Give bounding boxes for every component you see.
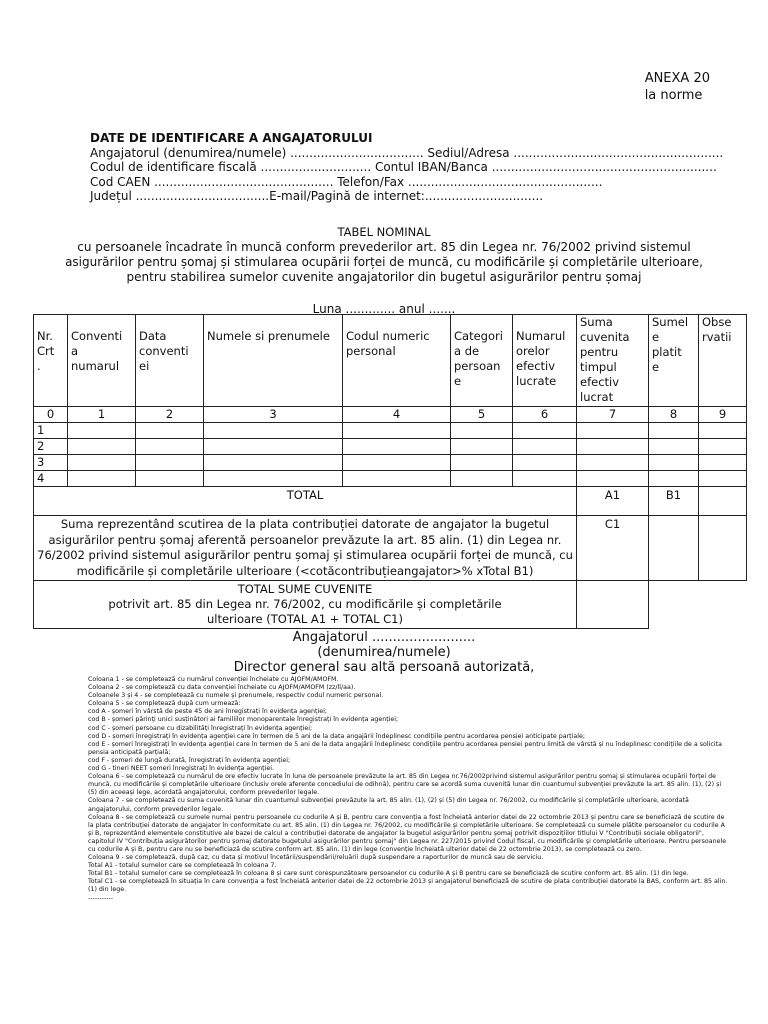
header-sumele-platite: Sumel e platit e	[649, 315, 699, 407]
note-line: cod G - tineri NEET șomeri înregistrați în evidența agenției.	[88, 765, 274, 773]
note-line: Coloana 5 - se completează după cum urmează:	[88, 700, 241, 708]
header-conventia-numarul: Conventi a numarul	[68, 315, 136, 407]
note-line: Coloana 2 - se completează cu data convenției încheiate cu AJOFM/AMOFM (zz/ll/aa).	[88, 684, 356, 692]
header-nr-crt: Nr. Crt .	[34, 315, 68, 407]
note-line: Total A1 - totalul sumelor care se completează în coloana 7.	[88, 862, 277, 870]
identification-line-county: Județul ...................................E-mail/Pagină de internet:...............................	[90, 189, 544, 204]
completion-notes	[88, 676, 728, 903]
signature-director: Director general sau altă persoană autorizată,	[233, 660, 535, 675]
row-number: 3	[34, 455, 68, 471]
note-line: Coloana 8 - se completează cu sumele numai pentru persoanele cu codurile A și B, pentru care convenția a fost încheiată anterior datei de 22 octombrie 2013 și pentru care se beneficiază de scutire de la plata contribuției datorate de angajator în conformitate cu art. 85 alin. (1) din Legea nr. 76/2002, cu modificările și completările ulterioare. Se completează cu sumele plătite persoanelor cu codurile A și B, reprezentând elementele constitutive ale bazei de calcul a contribuției datorate de angajator la bugetul asigurărilor pentru șomaj potrivit dispozițiilor titlului V "Contribuții sociale obligatorii", capitolul IV "Contribuția asigurătorilor pentru șomaj datorate bugetului asigurărilor pentru șomaj" din Legea nr. 227/2015 privind Codul fiscal, cu modificările și completările ulterioare. Pentru persoanele cu codurile A și B, pentru care nu se beneficiază de scutire conform art. 85 alin. (1) din lege (convenție încheiată ulterior datei de 22 octombrie 2013), se completează cu zero.	[88, 813, 727, 853]
note-line: Coloana 1 - se completează cu numărul convenției încheiate cu AJOFM/AMOFM.	[88, 676, 339, 683]
column-index: 1	[68, 407, 136, 423]
note-line: Coloana 6 - se completează cu numărul de ore efectiv lucrate în luna de persoanele prevăzute la art. 85 din Legea nr.76/2002privind sistemul asigurărilor pentru șomaj și stimularea ocupării forței de muncă, cu modificările și completările ulterioare (inclusiv orele aferente concediului de odihnă), pentru care se acordă suma cuvenită lunar din cuantumul subvenției prevăzute la art. 85 alin. (1), (2) și (5) din aceeași lege, acordată angajatorului, conform prevederilor legale.	[88, 773, 722, 797]
column-index: 6	[513, 407, 577, 423]
note-line: Coloana 7 - se completează cu suma cuvenită lunar din cuantumul subvenției prevăzute la art. 85 alin. (1), (2) și (5) din Legea nr. 76/2002, cu modificările și completările ulterioare, acordată angajatorului, conform prevederilor legale.	[88, 797, 689, 813]
table-subtitle-line: asigurărilor pentru șomaj și stimularea ocupării forței de muncă, cu modificările și completările ulterioare,	[65, 255, 703, 269]
header-numarul-orelor: Numarul orelor efectiv lucrate	[513, 315, 577, 407]
table-row	[34, 423, 747, 439]
scutire-text: Suma reprezentând scutirea de la plata contribuției datorate de angajator la bugetul asigurărilor pentru șomaj aferentă persoanelor prevăzute la art. 85 alin. (1) din Legea nr. 76/2002 privind sistemul asigurărilor pentru șomaj și stimularea ocupării forței de muncă, cu modificările și completările ulterioare (<cotăcontribuțieangajator>% xTotal B1)	[34, 516, 577, 581]
table-title: TABEL NOMINAL	[337, 225, 431, 239]
employer-identification	[90, 131, 723, 204]
header-nume-prenume: Numele si prenumele	[204, 315, 343, 407]
total-b1: B1	[649, 487, 699, 516]
note-line: cod B - șomeri părinți unici susținători ai familiilor monoparentale înregistrați în evidența agenției;	[88, 716, 399, 724]
column-index: 9	[699, 407, 747, 423]
signature-name-hint: (denumirea/numele)	[317, 645, 451, 660]
identification-line-fiscal: Codul de identificare fiscală ............................. Contul IBAN/Banca ...........................................................	[90, 160, 717, 175]
total-sume-line: ulterioare (TOTAL A1 + TOTAL C1)	[206, 612, 403, 626]
signature-employer: Angajatorul .........................	[292, 630, 476, 645]
note-line: cod F - șomeri de lungă durată, înregistrați în evidența agenției;	[88, 756, 291, 764]
total-sume-row	[34, 581, 747, 629]
header-suma-cuvenita: Suma cuvenita pentru timpul efectiv lucrat	[577, 315, 649, 407]
total-sume-cuvenite	[34, 581, 577, 629]
row-number: 2	[34, 439, 68, 455]
anexa-subtitle: la norme	[644, 88, 703, 103]
column-index: 3	[204, 407, 343, 423]
total-a1: A1	[577, 487, 649, 516]
identification-line-caen: Cod CAEN ............................................... Telefon/Fax ...................................................	[90, 174, 603, 189]
signature-block	[0, 630, 768, 675]
anexa-title: ANEXA 20	[644, 71, 710, 86]
identification-line-employer: Angajatorul (denumirea/numele) ................................... Sediul/Adresa .......................................................	[90, 145, 724, 160]
note-line: Coloana 9 - se completează, după caz, cu data și motivul încetării/suspendării/reluării după suspendare a raporturilor de muncă sau de serviciu.	[88, 854, 544, 862]
total-label: TOTAL	[34, 487, 577, 516]
total-row	[34, 487, 747, 516]
header-categoria: Categori a de persoan e	[451, 315, 513, 407]
table-row	[34, 455, 747, 471]
table-row	[34, 471, 747, 487]
table-row	[34, 439, 747, 455]
note-line: cod A - șomeri în vârstă de peste 45 de ani înregistrați în evidența agenției;	[88, 708, 327, 716]
column-index: 2	[136, 407, 204, 423]
anexa-header	[645, 70, 710, 104]
month-year-line: Luna ............. anul .......	[312, 302, 456, 316]
total-sume-line: potrivit art. 85 din Legea nr. 76/2002, cu modificările și completările	[108, 597, 502, 611]
column-index-row	[34, 407, 747, 423]
scutire-c1: C1	[577, 516, 649, 581]
column-index: 7	[577, 407, 649, 423]
header-cnp: Codul numeric personal	[343, 315, 451, 407]
note-line: cod E - șomeri înregistrați în evidența agenției care în termen de 5 ani de la data angajării îndeplinesc condițiile pentru acordarea pensiei pentru limită de vârstă și nu îndeplinesc condițiile de a solicita pensia anticipată parțială;	[88, 740, 722, 756]
row-number: 1	[34, 423, 68, 439]
note-line: cod D - șomeri înregistrați în evidența agenției care în termen de 5 ani de la data angajării îndeplinesc condițiile pentru acordarea pensiei anticipate parțiale;	[88, 732, 585, 740]
header-data-conventiei: Data conventi ei	[136, 315, 204, 407]
column-index: 0	[34, 407, 68, 423]
table-subtitle	[0, 240, 768, 285]
nominal-table	[33, 314, 747, 629]
identification-title: DATE DE IDENTIFICARE A ANGAJATORULUI	[90, 131, 373, 145]
note-line: -----------	[88, 894, 113, 902]
header-observatii: Obse rvatii	[699, 315, 747, 407]
table-subtitle-line: cu persoanele încadrate în muncă conform prevederilor art. 85 din Legea nr. 76/2002 privind sistemul	[77, 240, 691, 254]
column-index: 5	[451, 407, 513, 423]
table-subtitle-line: pentru stabilirea sumelor cuvenite angajatorilor din bugetul asigurărilor pentru șomaj	[126, 270, 642, 284]
column-index: 4	[343, 407, 451, 423]
table-header-row	[34, 315, 747, 407]
note-line: Total B1 - totalul sumelor care se completează în coloana 8 și care sunt corespunzătoare persoanelor cu codurile A și B pentru care se beneficiază de scutire conform art. 85 alin. (1) din lege.	[88, 870, 689, 878]
scutire-row	[34, 516, 747, 581]
row-number: 4	[34, 471, 68, 487]
total-sume-title: TOTAL SUME CUVENITE	[237, 582, 373, 596]
note-line: Total C1 - se completează în situația în care convenția a fost încheiată anterior datei de 22 octombrie 2013 și angajatorul beneficiază de scutire de plata contribuției datorate la BAS, conform art. 85 alin. (1) din lege.	[88, 878, 728, 894]
note-line: Coloanele 3 și 4 - se completează cu numele și prenumele, respectiv codul numeric personal.	[88, 692, 384, 700]
note-line: cod C - șomeri persoane cu dizabilități înregistrați în evidența agenției;	[88, 724, 313, 732]
column-index: 8	[649, 407, 699, 423]
